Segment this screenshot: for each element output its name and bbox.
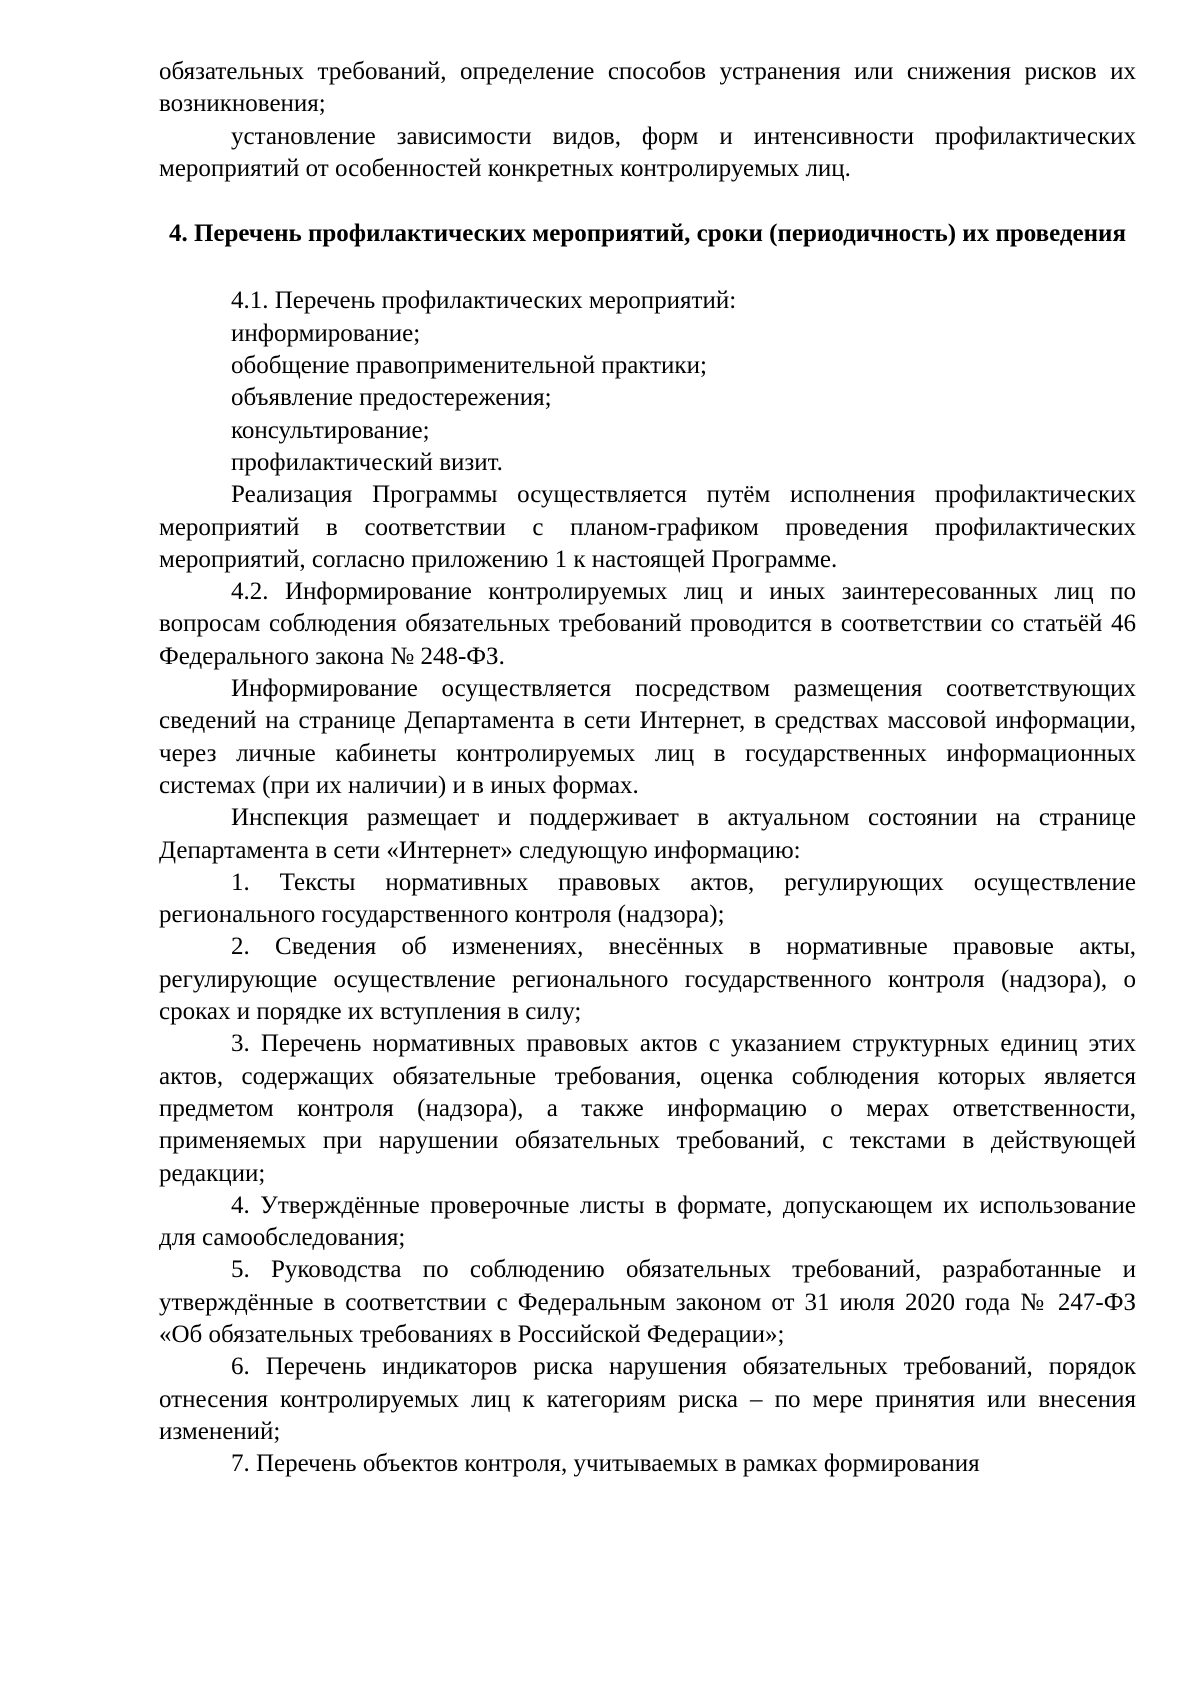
info-item-7: 7. Перечень объектов контроля, учитываемых в рамках формирования	[231, 1450, 980, 1478]
list-item: объявление предостережения;	[231, 384, 552, 412]
info-item-4: 4. Утверждённые проверочные листы в формате, допускающем их использование для самообследования;	[159, 1191, 1136, 1252]
list-item: профилактический визит.	[231, 448, 503, 476]
intro-paragraph-1: обязательных требований, определение способов устранения или снижения рисков их возникновения;	[159, 58, 1136, 118]
paragraph-4-2: 4.2. Информирование контролируемых лиц и иных заинтересованных лиц по вопросам соблюдения обязательных требований проводится в соответствии со статьёй 46 Федерального закона № 248-ФЗ.	[159, 578, 1136, 670]
list-intro: 4.1. Перечень профилактических мероприятий:	[231, 287, 737, 315]
info-item-6: 6. Перечень индикаторов риска нарушения обязательных требований, порядок отнесения контролируемых лиц к категориям риска – по мере принятия или внесения изменений;	[159, 1353, 1136, 1445]
paragraph-informing: Информирование осуществляется посредством размещения соответствующих сведений на странице Департамента в сети Интернет, в средствах массовой информации, через личные кабинеты контролируемых лиц в государственных информационных системах (при их наличии) и в иных формах.	[159, 675, 1136, 799]
paragraph-inspection: Инспекция размещает и поддерживает в актуальном состоянии на странице Департамента в сети «Интернет» следующую информацию:	[159, 804, 1136, 864]
info-item-5: 5. Руководства по соблюдению обязательных требований, разработанные и утверждённые в соответствии с Федеральным законом от 31 июля 2020 года № 247-ФЗ «Об обязательных требованиях в Российской Федерации»;	[159, 1256, 1136, 1348]
list-item: консультирование;	[231, 416, 430, 444]
intro-paragraph-2: установление зависимости видов, форм и интенсивности профилактических мероприятий от особенностей конкретных контролируемых лиц.	[159, 122, 1136, 182]
list-item: информирование;	[231, 319, 421, 347]
info-item-2: 2. Сведения об изменениях, внесённых в нормативные правовые акты, регулирующие осуществление регионального государственного контроля (надзора), о сроках и порядке их вступления в силу;	[159, 933, 1136, 1026]
document-body	[159, 56, 1136, 1480]
paragraph-implementation: Реализация Программы осуществляется путём исполнения профилактических мероприятий в соответствии с планом-графиком проведения профилактических мероприятий, согласно приложению 1 к настоящей Программе.	[159, 481, 1136, 573]
info-item-1: 1. Тексты нормативных правовых актов, регулирующих осуществление регионального государственного контроля (надзора);	[159, 868, 1136, 929]
list-item: обобщение правоприменительной практики;	[231, 352, 707, 380]
info-item-3: 3. Перечень нормативных правовых актов с указанием структурных единиц этих актов, содержащих обязательные требования, оценка соблюдения которых является предметом контроля (надзора), а также информацию о мерах ответственности, применяемых при нарушении обязательных требований, с текстами в действующей редакции;	[159, 1030, 1136, 1187]
section-heading: 4. Перечень профилактических мероприятий, сроки (периодичность) их проведения	[168, 220, 1126, 248]
